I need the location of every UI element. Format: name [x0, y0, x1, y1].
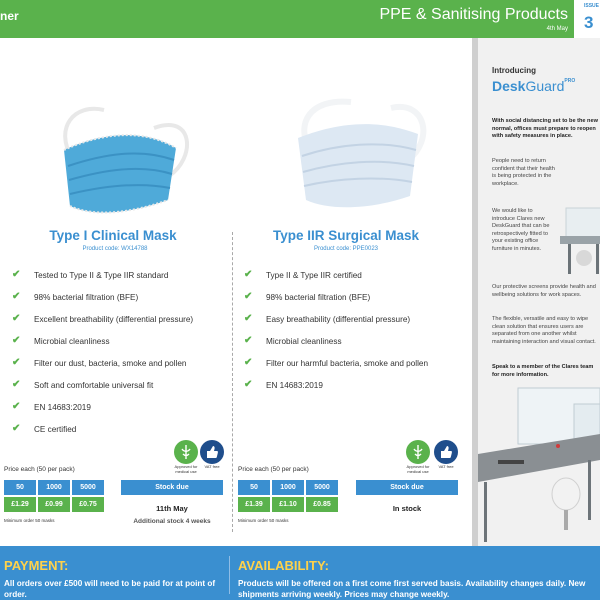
check-icon: ✔	[12, 357, 21, 368]
availability-text: Products will be offered on a first come first served basis. Availability changes daily. New shipments arriving weekly. Prices may change weekly.	[238, 579, 586, 599]
stock-status: In stock	[392, 504, 422, 513]
sidebar-paragraph: Our protective screens provide health and wellbeing solutions for work spaces.	[492, 284, 596, 298]
sidebar-lead: With social distancing set to be the new normal, offices must prepare to reopen with safety measures in place.	[492, 118, 598, 140]
price-cell: £0.99	[38, 497, 70, 512]
footer-divider	[229, 556, 230, 594]
deskguard-logo: DeskGuard$^{PRO}$	[492, 78, 576, 94]
quantity-cell: 1000	[38, 480, 70, 495]
list-item: ✔ 98% bacterial filtration (BFE)	[12, 291, 139, 302]
product-name: Type I Clinical Mask	[49, 228, 177, 243]
list-item: ✔ Filter our harmful bacteria, smoke and pollen	[244, 357, 429, 368]
price-table	[238, 480, 338, 512]
check-icon: ✔	[12, 423, 21, 434]
sidebar-paragraph: The flexible, versatile and easy to wipe clean solution that ensures users are separated from one another whilst maintaining interaction and visual contact.	[492, 316, 596, 345]
list-item: ✔ Soft and comfortable universal fit	[12, 379, 154, 390]
list-item: ✔ Easy breathability (differential pressure)	[244, 313, 411, 324]
price-cell: £1.39	[238, 497, 270, 512]
minimum-order: Minimum order 50 masks	[4, 518, 55, 523]
check-icon: ✔	[244, 291, 253, 302]
price-cell: £1.29	[4, 497, 36, 512]
list-item: ✔ EN 14683:2019	[12, 401, 91, 412]
list-item: ✔ Microbial cleanliness	[12, 335, 110, 346]
payment-text: All orders over £500 will need to be paid for at point of order.	[4, 579, 216, 599]
blue-mask-image	[44, 88, 194, 238]
issue-number: 3	[584, 13, 594, 32]
issue-label: ISSUE	[584, 3, 600, 9]
quantity-cell: 5000	[72, 480, 104, 495]
product-name: Type IIR Surgical Mask	[272, 228, 420, 243]
sidebar-cta: Speak to a member of the Clares team for more information.	[492, 364, 594, 378]
feature-list	[244, 264, 428, 396]
office-desk-image	[558, 188, 600, 288]
check-icon: ✔	[12, 335, 21, 346]
price-table	[4, 480, 104, 512]
sidebar-paragraph: We would like to introduce Clares new DeskGuard that can be retrospectively fitted to your existing office furniture in minutes.	[492, 208, 550, 252]
stock-extra: Additional stock 4 weeks	[133, 518, 211, 525]
check-icon: ✔	[244, 335, 253, 346]
medical-approved-caption: Approved for medical use	[174, 464, 198, 474]
issue-box	[574, 0, 600, 38]
list-item: ✔ Type II & Type IIR certified	[244, 269, 362, 280]
payment-title: PAYMENT:	[4, 558, 69, 573]
sidebar-intro: Introducing	[492, 66, 536, 75]
price-label: Price each (50 per pack)	[238, 466, 309, 473]
list-item: ✔ Tested to Type II & Type IIR standard	[12, 269, 169, 280]
minimum-order: Minimum order 50 masks	[238, 518, 289, 523]
quantity-cell: 50	[4, 480, 36, 495]
medical-approved-icon	[174, 440, 198, 464]
check-icon: ✔	[12, 379, 21, 390]
product-code: Product code: WX14788	[82, 246, 148, 252]
check-icon: ✔	[12, 269, 21, 280]
check-icon: ✔	[244, 313, 253, 324]
price-cell: £0.85	[306, 497, 338, 512]
issue-date: 4th May	[546, 26, 568, 32]
price-label: Price each (50 per pack)	[4, 466, 75, 473]
check-icon: ✔	[244, 269, 253, 280]
price-cell: £0.75	[72, 497, 104, 512]
product-code: Product code: PPE0023	[313, 246, 379, 252]
stock-due-label: Stock due	[121, 480, 223, 495]
check-icon: ✔	[12, 313, 21, 324]
quantity-cell: 1000	[272, 480, 304, 495]
check-icon: ✔	[12, 401, 21, 412]
thumbs-up-icon	[200, 440, 224, 464]
list-item: ✔ Excellent breathability (differential pressure)	[12, 313, 194, 324]
page-title: PPE & Sanitising Products	[379, 6, 568, 23]
list-item: ✔ Filter our dust, bacteria, smoke and pollen	[12, 357, 187, 368]
stock-due-label: Stock due	[356, 480, 458, 495]
list-item: ✔ CE certified	[12, 423, 77, 434]
header-bar	[0, 0, 600, 38]
medical-approved-icon	[406, 440, 430, 464]
footer-bar	[0, 546, 600, 600]
list-item: ✔ 98% bacterial filtration (BFE)	[244, 291, 371, 302]
medical-approved-caption: Approved for medical use	[406, 464, 430, 474]
vat-free-caption: VAT free	[204, 464, 220, 469]
check-icon: ✔	[244, 379, 253, 390]
product-divider	[232, 232, 233, 532]
header-left-text: ner	[0, 9, 19, 23]
product-type-i	[0, 38, 232, 538]
quantity-cell: 50	[238, 480, 270, 495]
check-icon: ✔	[12, 291, 21, 302]
availability-title: AVAILABILITY:	[238, 558, 329, 573]
sidebar-paragraph: People need to return confident that their health is being protected in the workplace.	[492, 158, 555, 187]
deskguard-sidebar	[472, 38, 600, 546]
product-type-iir	[234, 38, 470, 538]
white-mask-image	[276, 78, 436, 228]
feature-list	[12, 264, 193, 440]
price-cell: £1.10	[272, 497, 304, 512]
vat-free-caption: VAT free	[438, 464, 454, 469]
desk-screen-image	[478, 384, 600, 544]
quantity-cell: 5000	[306, 480, 338, 495]
thumbs-up-icon	[434, 440, 458, 464]
list-item: ✔ EN 14683:2019	[244, 379, 323, 390]
stock-status: 11th May	[156, 504, 188, 513]
check-icon: ✔	[244, 357, 253, 368]
list-item: ✔ Microbial cleanliness	[244, 335, 342, 346]
